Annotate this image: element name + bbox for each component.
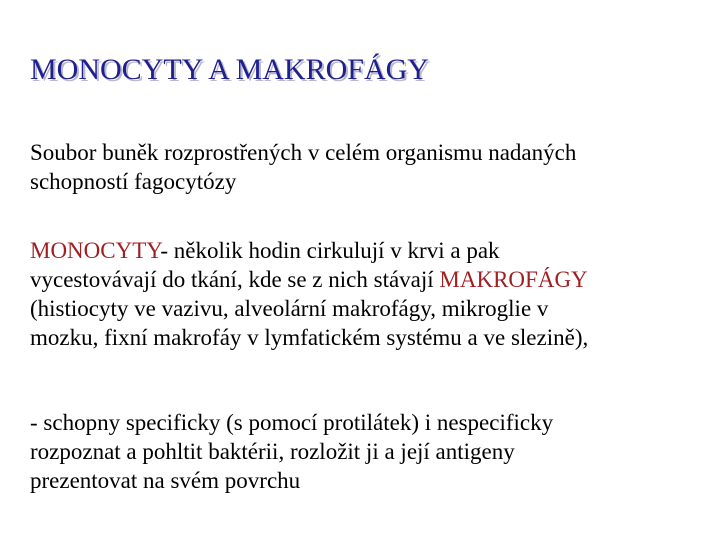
paragraph-monocyty	[30, 236, 715, 352]
paragraph-function	[30, 408, 715, 495]
text-line: (histiocyty ve vazivu, alveolární makrofágy, mikroglie v	[30, 296, 549, 321]
text-line	[30, 236, 715, 265]
text-line: mozku, fixní makrofáy v lymfatickém systému a ve slezině),	[30, 325, 589, 350]
paragraph-definition	[30, 138, 715, 196]
text-line: prezentovat na svém povrchu	[30, 468, 301, 493]
text-line: rozpoznat a pohltit baktérii, rozložit ji a její antigeny	[30, 439, 515, 464]
term-makrofagy: MAKROFÁGY	[439, 267, 588, 292]
text-line: Soubor buněk rozprostřených v celém organismu nadaných	[30, 140, 577, 165]
text-fragment: vycestovávají do tkání, kde se z nich stávají	[30, 267, 440, 292]
term-monocyty: MONOCYTY	[30, 238, 161, 263]
text-line: - schopny specificky (s pomocí protilátek) i nespecificky	[30, 410, 554, 435]
text-line	[30, 265, 715, 294]
text-line: schopností fagocytózy	[30, 169, 237, 194]
text-fragment: - několik hodin cirkulují v krvi a pak	[160, 238, 500, 263]
slide-title: MONOCYTY A MAKROFÁGY	[30, 53, 429, 86]
